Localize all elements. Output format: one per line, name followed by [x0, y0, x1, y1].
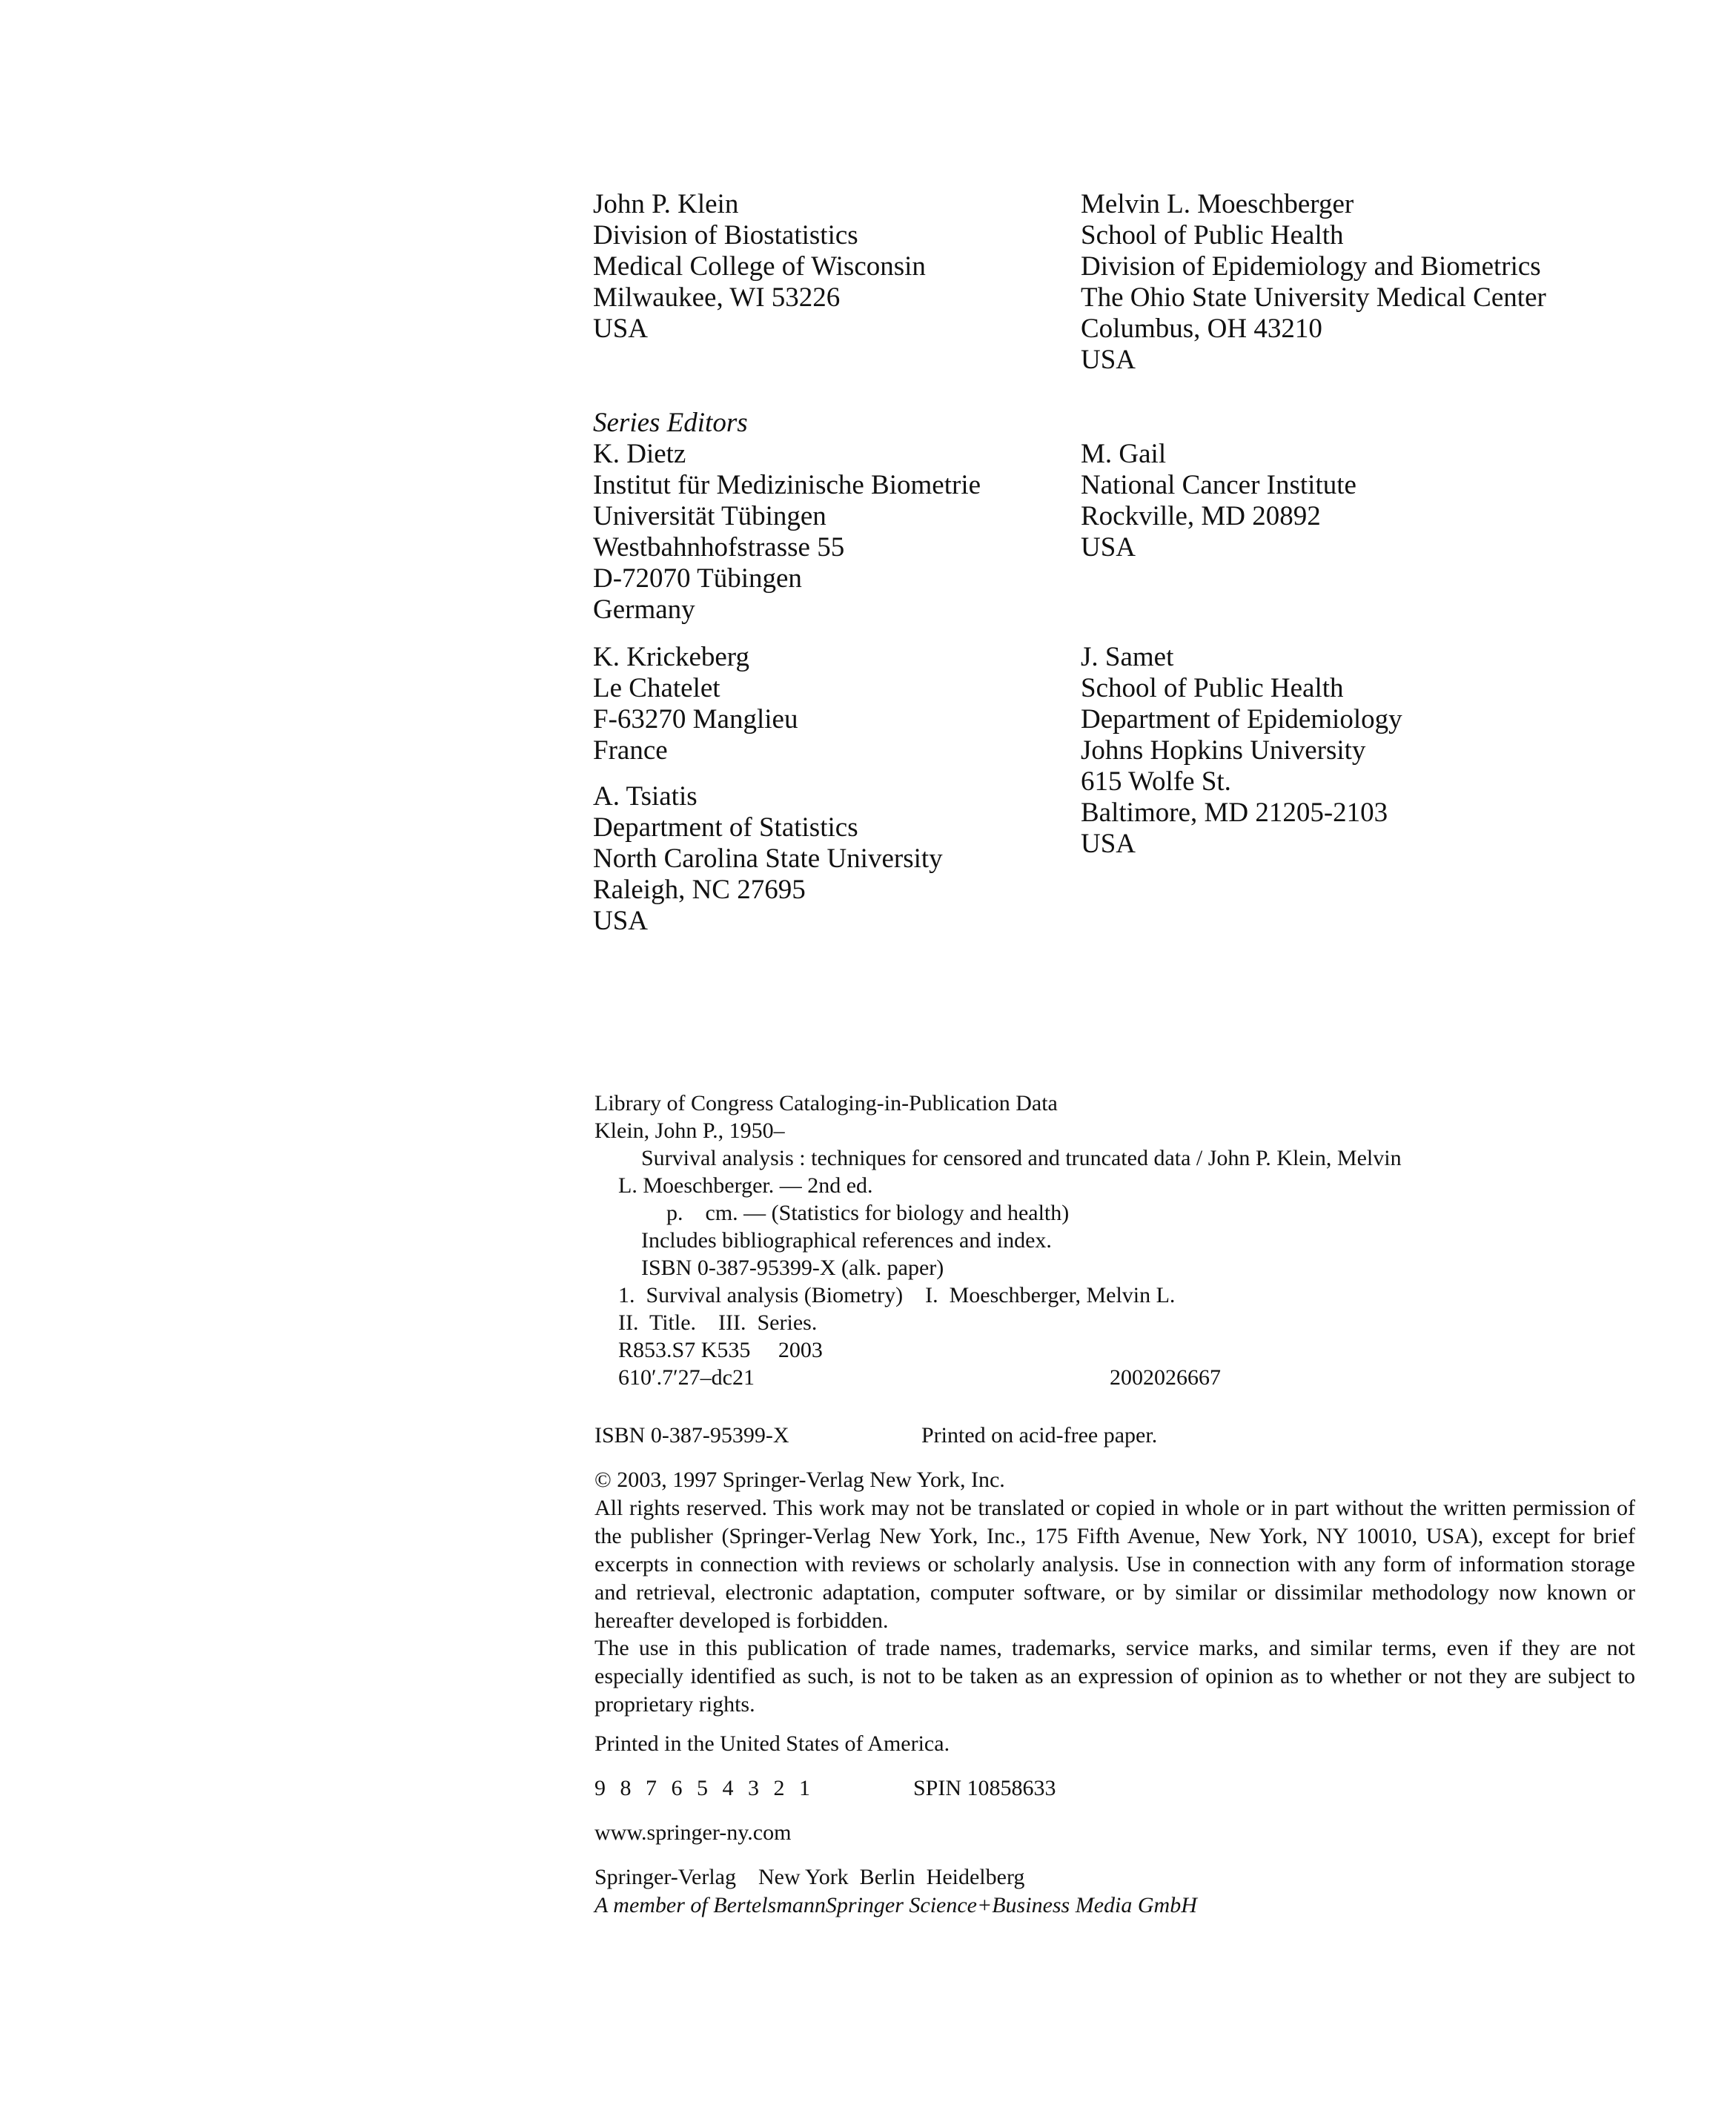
editor-address-line: USA: [1081, 829, 1136, 859]
member-note: A member of BertelsmannSpringer Science+Business Media GmbH: [594, 1893, 1197, 1917]
editor-address-line: North Carolina State University: [593, 843, 943, 874]
editor-name: K. Dietz: [593, 439, 686, 469]
publisher: Springer-Verlag New York Berlin Heidelberg: [594, 1865, 1025, 1889]
editor-address-line: 615 Wolfe St.: [1081, 766, 1231, 797]
editor-address-line: Rockville, MD 20892: [1081, 501, 1321, 531]
author-address-line: The Ohio State University Medical Center: [1081, 282, 1546, 313]
author-name: Melvin L. Moeschberger: [1081, 189, 1354, 219]
copyright-notice: © 2003, 1997 Springer-Verlag New York, Inc.: [594, 1468, 1005, 1492]
editor-address-line: Raleigh, NC 27695: [593, 875, 806, 905]
cip-subjects: 1. Survival analysis (Biometry) I. Moeschberger, Melvin L.: [618, 1283, 1176, 1307]
editor-address-line: USA: [1081, 532, 1136, 563]
isbn: ISBN 0-387-95399-X: [594, 1423, 789, 1448]
editor-address-line: Johns Hopkins University: [1081, 735, 1366, 766]
author-klein: [593, 189, 926, 345]
editor-address-line: Department of Epidemiology: [1081, 704, 1402, 735]
trademark-paragraph: The use in this publication of trade names, trademarks, service marks, and similar terms, even if they are not especially identified as such, is not to be taken as an expression of opinion as to whether or not they are subject to proprietary rights.: [594, 1636, 1635, 1717]
editor-tsiatis: [593, 781, 943, 937]
editor-address-line: Baltimore, MD 21205-2103: [1081, 798, 1388, 828]
editor-krickeberg: [593, 642, 798, 766]
print-run: 9 8 7 6 5 4 3 2 1: [594, 1776, 815, 1800]
editor-name: M. Gail: [1081, 439, 1167, 469]
cip-bibliography: Includes bibliographical references and index.: [641, 1228, 1052, 1253]
author-address-line: Columbus, OH 43210: [1081, 314, 1322, 344]
editor-name: J. Samet: [1081, 642, 1174, 672]
author-address-line: Milwaukee, WI 53226: [593, 282, 841, 313]
cip-title-line-1: Survival analysis : techniques for censored and truncated data / John P. Klein, Melvin: [641, 1146, 1402, 1170]
author-name: John P. Klein: [593, 189, 739, 219]
editor-address-line: Department of Statistics: [593, 812, 858, 843]
cip-title-series: II. Title. III. Series.: [618, 1310, 818, 1335]
author-address-line: USA: [593, 314, 649, 344]
cip-isbn: ISBN 0-387-95399-X (alk. paper): [641, 1256, 944, 1280]
editor-address-line: Germany: [593, 594, 695, 625]
editor-address-line: Universität Tübingen: [593, 501, 826, 531]
editor-gail: [1081, 439, 1356, 563]
author-address-line: School of Public Health: [1081, 220, 1344, 251]
cip-heading: Library of Congress Cataloging-in-Publication Data: [594, 1091, 1058, 1115]
cip-lccn: 2002026667: [1110, 1365, 1221, 1390]
editor-samet: [1081, 642, 1402, 860]
cip-title-line-2: L. Moeschberger. — 2nd ed.: [618, 1173, 873, 1198]
editor-address-line: Westbahnhofstrasse 55: [593, 532, 845, 563]
editor-address-line: National Cancer Institute: [1081, 470, 1356, 500]
editor-address-line: USA: [593, 906, 649, 936]
editor-dietz: [593, 439, 981, 626]
author-address-line: Division of Biostatistics: [593, 220, 858, 251]
editor-address-line: D-72070 Tübingen: [593, 563, 802, 594]
editor-address-line: School of Public Health: [1081, 673, 1344, 703]
website: www.springer-ny.com: [594, 1820, 792, 1845]
editor-name: A. Tsiatis: [593, 781, 698, 812]
cip-dewey: 610′.7′27–dc21: [618, 1365, 755, 1390]
editor-address-line: Institut für Medizinische Biometrie: [593, 470, 981, 500]
author-moeschberger: [1081, 189, 1546, 376]
author-address-line: USA: [1081, 345, 1136, 375]
editor-address-line: Le Chatelet: [593, 673, 720, 703]
author-address-line: Division of Epidemiology and Biometrics: [1081, 251, 1541, 282]
rights-paragraph: All rights reserved. This work may not be translated or copied in whole or in part without the written permission of the publisher (Springer-Verlag New York, Inc., 175 Fifth Avenue, New York, NY 10010, USA), except for brief excerpts in connection with reviews or scholarly analysis. Use in connection with any form of information storage and retrieval, electronic adaptation, computer software, or by similar or dissimilar methodology now known or hereafter developed is forbidden.: [594, 1496, 1635, 1633]
cip-pagination: p. cm. — (Statistics for biology and health): [666, 1201, 1070, 1225]
author-address-line: Medical College of Wisconsin: [593, 251, 926, 282]
cip-author: Klein, John P., 1950–: [594, 1118, 785, 1143]
editor-address-line: France: [593, 735, 668, 766]
cip-call-number: R853.S7 K535 2003: [618, 1338, 823, 1362]
series-editors-heading: Series Editors: [593, 408, 748, 438]
spin-number: SPIN 10858633: [913, 1776, 1056, 1800]
editor-address-line: F-63270 Manglieu: [593, 704, 798, 735]
editor-name: K. Krickeberg: [593, 642, 749, 672]
printed-in: Printed in the United States of America.: [594, 1731, 950, 1756]
paper-note: Printed on acid-free paper.: [921, 1423, 1158, 1448]
